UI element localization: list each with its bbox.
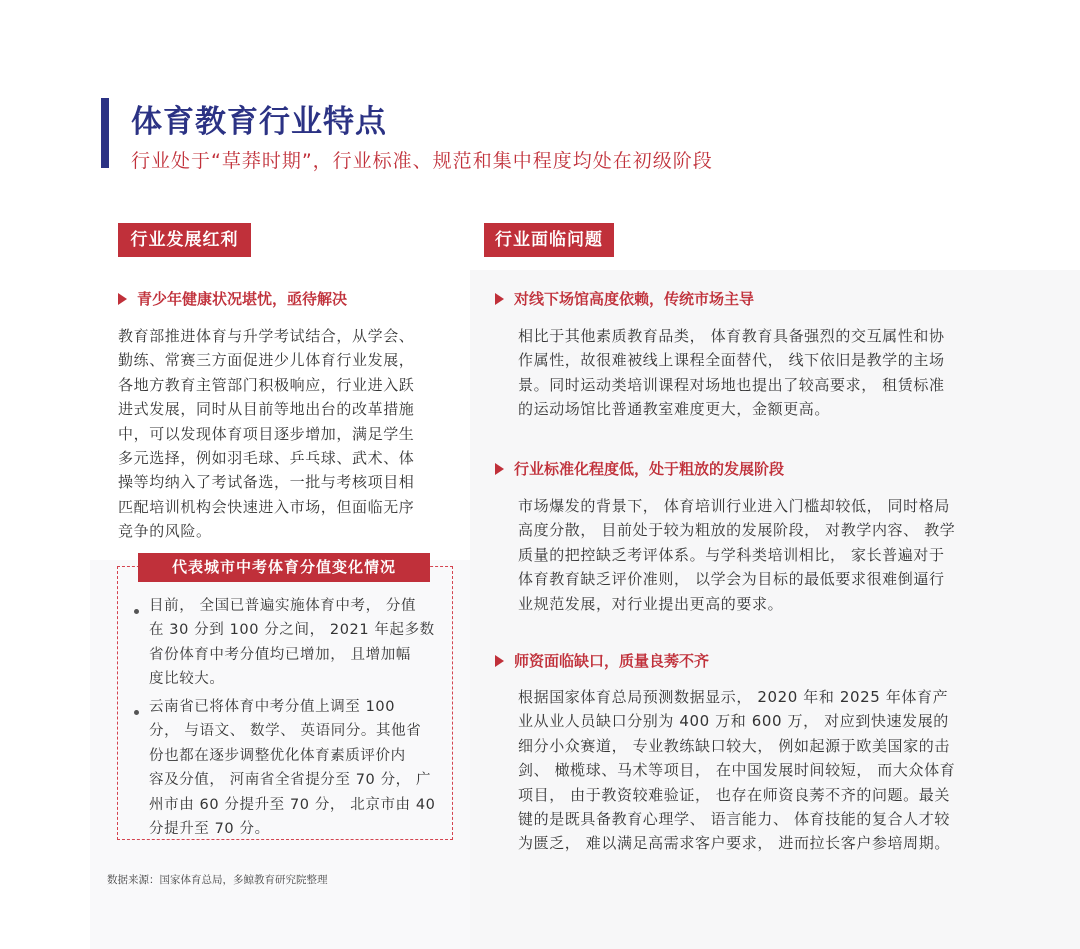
text-line: 操等均纳入了考试备选，一批与考核项目相 [118,473,415,492]
section-paragraph [518,494,955,616]
triangle-bullet-icon [495,655,504,667]
bullet-item [149,594,435,692]
page-subtitle: 行业处于“草莽时期”，行业标准、规范和集中程度均处在初级阶段 [131,150,713,172]
text-line: 勤练、常赛三方面促进少儿体育行业发展， [118,351,415,370]
triangle-bullet-icon [118,293,127,305]
tag-industry-dividend: 行业发展红利 [118,223,251,257]
text-line: 云南省已将体育中考分值上调至 100 [149,699,396,715]
tag-industry-problems: 行业面临问题 [484,223,614,257]
triangle-bullet-icon [495,463,504,475]
text-line: 体育教育缺乏评价准则， 以学会为目标的最低要求很难倒逼行 [518,570,945,589]
text-line: 键的是既具备教育心理学、 语言能力、 体育技能的复合人才较 [518,810,950,829]
text-line: 业规范发展，对行业提出更高的要求。 [518,594,784,613]
section-heading [495,288,754,309]
text-line: 相比于其他素质教育品类， 体育教育具备强烈的交互属性和协 [518,327,945,345]
section-heading [495,458,784,479]
text-line: 省份体育中考分值均已增加， 且增加幅 [149,646,411,663]
text-line: 匹配培训机构会快速进入市场，但面临无序 [118,497,415,516]
text-line: 度比较大。 [149,671,225,688]
text-line: 根据国家体育总局预测数据显示， 2020 年和 2025 年体育产 [518,688,949,706]
text-line: 的运动场馆比普通教室难度更大，金额更高。 [518,400,831,419]
text-line: 州市由 60 分提升至 70 分， 北京市由 40 [149,796,436,813]
section-heading-text: 行业标准化程度低，处于粗放的发展阶段 [514,460,785,478]
section-heading-text: 对线下场馆高度依赖，传统市场主导 [514,290,755,308]
text-line: 景。同时运动类培训课程对场地也提出了较高要求， 租赁标准 [518,375,945,394]
text-line: 各地方教育主管部门积极响应，行业进入跃 [118,375,415,394]
text-line: 高度分散， 目前处于较为粗放的发展阶段， 对教学内容、 教学 [518,521,956,540]
text-line: 业从业人员缺口分别为 400 万和 600 万， 对应到快速发展的 [518,712,949,731]
text-line: 剑、 橄榄球、马术等项目， 在中国发展时间较短， 而大众体育 [518,761,956,780]
data-source-note: 数据来源：国家体育总局，多鲸教育研究院整理 [107,874,328,886]
text-line: 项目， 由于教资较难验证， 也存在师资良莠不齐的问题。最关 [518,785,950,804]
page-title: 体育教育行业特点 [131,104,387,140]
triangle-bullet-icon [495,293,504,305]
text-line: 作属性，故很难被线上课程全面替代， 线下依旧是教学的主场 [518,351,945,370]
bullet-dot-icon [134,700,142,708]
text-line: 竞争的风险。 [118,522,212,541]
text-line: 容及分值， 河南省全省提分至 70 分， 广 [149,772,432,789]
section-paragraph [118,324,414,544]
section-heading-text: 师资面临缺口，质量良莠不齐 [514,652,710,670]
text-line: 多元选择，例如羽毛球、乒乓球、武术、体 [118,449,415,468]
text-line: 为匮乏， 难以满足高需求客户要求， 进而拉长客户参培周期。 [518,834,950,853]
text-line: 细分小众赛道， 专业教练缺口较大， 例如起源于欧美国家的击 [518,736,950,755]
bullet-dot-icon [134,599,142,607]
score-change-box-title: 代表城市中考体育分值变化情况 [138,553,430,582]
section-heading [495,650,709,671]
section-heading-text: 青少年健康状况堪忧，亟待解决 [137,290,348,308]
text-line: 在 30 分到 100 分之间， 2021 年起多数 [149,622,435,639]
text-line: 中，可以发现体育项目逐步增加，满足学生 [118,424,415,443]
text-line: 进式发展，同时从目前等地出台的改革措施 [118,400,415,419]
text-line: 份也都在逐步调整优化体育素质评价内 [149,747,406,764]
text-line: 目前， 全国已普遍实施体育中考， 分值 [149,598,417,614]
text-line: 分， 与语文、 数学、 英语同分。其他省 [149,723,422,740]
bullet-item [149,695,436,841]
section-heading [118,288,347,309]
text-line: 分提升至 70 分。 [149,821,270,838]
section-paragraph [518,685,955,856]
title-accent-bar [101,98,109,168]
text-line: 教育部推进体育与升学考试结合，从学会、 [118,327,415,345]
text-line: 质量的把控缺乏考评体系。与学科类培训相比， 家长普遍对于 [518,545,945,564]
text-line: 市场爆发的背景下， 体育培训行业进入门槛却较低， 同时格局 [518,497,950,515]
section-paragraph [518,324,945,422]
